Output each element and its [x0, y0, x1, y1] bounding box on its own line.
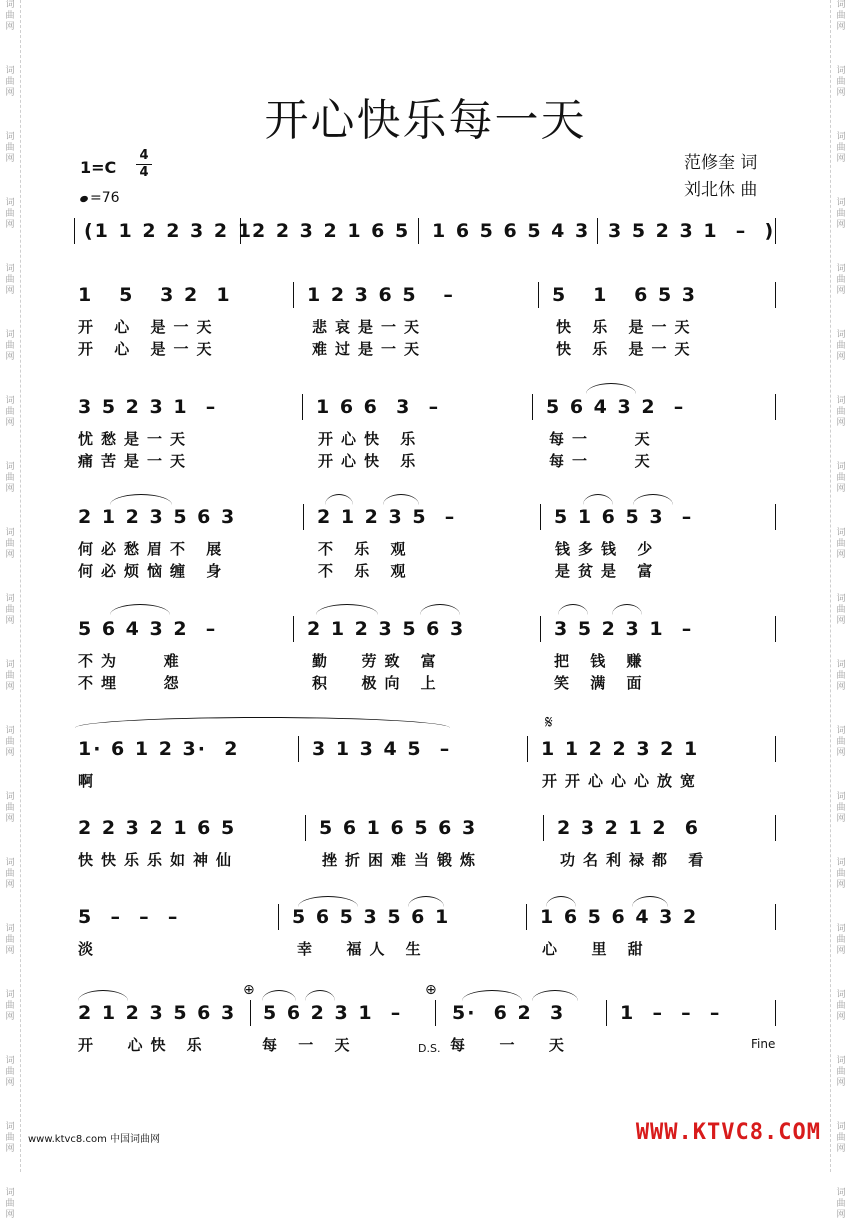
barline	[775, 616, 776, 642]
barline	[540, 504, 541, 530]
measure-3-1: 3 5 2 3 1 –	[78, 396, 218, 418]
slur-mark	[383, 494, 419, 505]
time-signature	[136, 149, 152, 180]
lyricist-credit: 范修奎 词	[684, 153, 758, 173]
barline	[302, 394, 303, 420]
ds-mark: D.S.	[418, 1042, 441, 1055]
composer-credit: 刘北休 曲	[684, 180, 758, 200]
measure-7-1: 2 2 3 2 1 6 5	[78, 817, 237, 839]
barline	[775, 394, 776, 420]
measure-1-3: 1 6 5 6 5 4 3	[432, 220, 591, 242]
lyric-2-line-3-2: 开心快 乐	[318, 452, 424, 470]
slur-mark	[305, 990, 335, 1001]
lyric-1-line-8-3: 心 里 甜	[542, 940, 651, 958]
measure-2-2: 1 2 3 6 5 –	[307, 284, 455, 306]
measure-4-2: 2 1 2 3 5 –	[317, 506, 457, 528]
lyric-1-line-2-1: 开 心 是一天	[78, 318, 220, 336]
lyric-2-line-2-1: 开 心 是一天	[78, 340, 220, 358]
slur-mark	[532, 990, 578, 1001]
measure-1-4: 3 5 2 3 1 – )	[608, 220, 776, 242]
slur-mark	[325, 494, 353, 505]
lyric-1-line-2-3: 快 乐 是一天	[556, 318, 698, 336]
lyric-1-line-7-2: 挫折困难当锻炼	[322, 851, 484, 869]
lyric-1-line-6-1: 啊	[78, 772, 102, 790]
coda-mark-2: ⊕	[425, 982, 437, 998]
measure-9-2: 5 6 2 3 1 –	[263, 1002, 403, 1024]
slur-mark	[586, 383, 636, 394]
measure-2-3: 5 1 6 5 3	[552, 284, 698, 306]
barline	[527, 736, 528, 762]
lyric-2-line-3-3: 每一 天	[549, 452, 658, 470]
lyric-1-line-3-2: 开心快 乐	[318, 430, 424, 448]
lyric-1-line-7-1: 快快乐乐如神仙	[78, 851, 240, 869]
lyric-1-line-3-1: 忧愁是一天	[78, 430, 194, 448]
lyric-1-line-9-3: 每 一 天	[450, 1036, 572, 1054]
measure-3-2: 1 6 6 3 –	[316, 396, 441, 418]
measure-5-2: 2 1 2 3 5 6 3	[307, 618, 466, 640]
segno-mark: 𝄋	[545, 712, 553, 733]
slur-mark	[546, 896, 576, 907]
barline	[293, 282, 294, 308]
side-watermark-left: 词 曲 网 词 曲 网 词 曲 网 词 曲 网 词 曲 网 词 曲 网 词 曲 网 词 曲 网 词 曲 网 词 曲 网 词 曲 网 词 曲 网 词 曲 网 词 曲 网 词 曲 网 词 曲 网 词 曲 网 词 曲 网 词 曲 网	[5, 0, 15, 1220]
barline	[74, 218, 75, 244]
slur-mark	[78, 990, 128, 1001]
footer-logo: WWW.KTVC8.COM	[635, 1120, 821, 1145]
barline	[435, 1000, 436, 1026]
barline	[538, 282, 539, 308]
side-watermark-right: 词 曲 网 词 曲 网 词 曲 网 词 曲 网 词 曲 网 词 曲 网 词 曲 网 词 曲 网 词 曲 网 词 曲 网 词 曲 网 词 曲 网 词 曲 网 词 曲 网 词 曲 网 词 曲 网 词 曲 网 词 曲 网 词 曲 网	[836, 0, 846, 1220]
barline	[775, 218, 776, 244]
lyric-1-line-8-1: 淡	[78, 940, 102, 958]
barline	[418, 218, 419, 244]
lyric-1-line-5-3: 把 钱 赚	[554, 652, 650, 670]
measure-9-4: 1 – – –	[620, 1002, 722, 1024]
barline	[775, 282, 776, 308]
left-guide-line	[20, 0, 21, 1172]
lyric-2-line-5-1: 不埋 怨	[78, 674, 187, 692]
barline	[240, 218, 241, 244]
lyric-2-line-4-2: 不 乐 观	[318, 562, 414, 580]
lyric-1-line-4-3: 钱多钱 少	[555, 540, 661, 558]
measure-6-2: 3 1 3 4 5 –	[312, 738, 452, 760]
footer-site-text: www.ktvc8.com 中国词曲网	[28, 1134, 161, 1145]
coda-mark-1: ⊕	[243, 982, 255, 998]
barline	[775, 1000, 776, 1026]
song-title: 开心快乐每一天	[264, 95, 587, 146]
fine-mark: Fine	[751, 1037, 776, 1051]
barline	[526, 904, 527, 930]
lyric-2-line-5-2: 积 极向 上	[312, 674, 444, 692]
slur-mark	[558, 604, 588, 615]
measure-4-3: 5 1 6 5 3 –	[554, 506, 694, 528]
lyric-2-line-4-3: 是贫是 富	[555, 562, 661, 580]
measure-9-3: 5· 6 2 3	[452, 1002, 566, 1024]
measure-3-3: 5 6 4 3 2 –	[546, 396, 686, 418]
lyric-1-line-5-1: 不为 难	[78, 652, 187, 670]
lyric-1-line-8-2: 幸 福人 生	[297, 940, 429, 958]
lyric-1-line-9-1: 开 心快 乐	[78, 1036, 210, 1054]
lyric-2-line-2-2: 难过是一天	[312, 340, 428, 358]
barline	[303, 504, 304, 530]
slur-mark	[612, 604, 642, 615]
measure-5-3: 3 5 2 3 1 –	[554, 618, 694, 640]
slur-mark	[298, 896, 358, 907]
measure-1-2: 2 2 3 2 1 6 5	[252, 220, 411, 242]
lyric-1-line-4-2: 不 乐 观	[318, 540, 414, 558]
barline	[597, 218, 598, 244]
barline	[278, 904, 279, 930]
slur-mark	[110, 604, 170, 615]
lyric-2-line-3-1: 痛苦是一天	[78, 452, 194, 470]
barline	[305, 815, 306, 841]
slur-mark	[583, 494, 613, 505]
quarter-note-icon	[79, 195, 89, 203]
slur-mark	[316, 604, 378, 615]
barline	[293, 616, 294, 642]
measure-5-1: 5 6 4 3 2 –	[78, 618, 218, 640]
slur-mark	[420, 604, 460, 615]
measure-8-3: 1 6 5 6 4 3 2	[540, 906, 699, 928]
lyric-2-line-4-1: 何必烦恼缠 身	[78, 562, 230, 580]
lyric-1-line-2-2: 悲哀是一天	[312, 318, 428, 336]
lyric-1-line-3-3: 每一 天	[549, 430, 658, 448]
measure-4-1: 2 1 2 3 5 6 3	[78, 506, 237, 528]
slur-mark	[633, 494, 673, 505]
lyric-2-line-2-3: 快 乐 是一天	[556, 340, 698, 358]
measure-9-1: 2 1 2 3 5 6 3	[78, 1002, 237, 1024]
barline	[775, 904, 776, 930]
measure-7-3: 2 3 2 1 2 6	[557, 817, 701, 839]
barline	[775, 504, 776, 530]
barline	[775, 736, 776, 762]
barline	[775, 815, 776, 841]
lyric-1-line-4-1: 何必愁眉不 展	[78, 540, 230, 558]
meter-top: 4	[139, 148, 149, 163]
slur-mark	[408, 896, 444, 907]
lyric-1-line-7-3: 功名利禄都 看	[560, 851, 712, 869]
meter-bottom: 4	[139, 165, 149, 180]
lyric-1-line-9-2: 每 一 天	[262, 1036, 358, 1054]
measure-1-1: (1 1 2 2 3 2 1	[84, 220, 253, 242]
tempo-value: =76	[90, 190, 120, 206]
measure-8-2: 5 6 5 3 5 6 1	[292, 906, 451, 928]
barline	[543, 815, 544, 841]
slur-mark	[75, 717, 450, 728]
barline	[298, 736, 299, 762]
measure-8-1: 5 – – –	[78, 906, 180, 928]
barline	[606, 1000, 607, 1026]
lyric-1-line-6-3: 开开心心心放宽	[542, 772, 704, 790]
barline	[532, 394, 533, 420]
slur-mark	[632, 896, 668, 907]
slur-mark	[110, 494, 172, 505]
tempo-marking	[80, 190, 120, 206]
key-signature: 1=C	[80, 158, 117, 177]
barline	[250, 1000, 251, 1026]
measure-6-3: 1 1 2 2 3 2 1	[541, 738, 700, 760]
measure-6-1: 1· 6 1 2 3· 2	[78, 738, 240, 760]
lyric-2-line-5-3: 笑 满 面	[554, 674, 650, 692]
barline	[540, 616, 541, 642]
measure-2-1: 1 5 3 2 1	[78, 284, 232, 306]
right-guide-line	[830, 0, 831, 1172]
lyric-1-line-5-2: 勤 劳致 富	[312, 652, 444, 670]
slur-mark	[262, 990, 296, 1001]
measure-7-2: 5 6 1 6 5 6 3	[319, 817, 478, 839]
slur-mark	[462, 990, 522, 1001]
